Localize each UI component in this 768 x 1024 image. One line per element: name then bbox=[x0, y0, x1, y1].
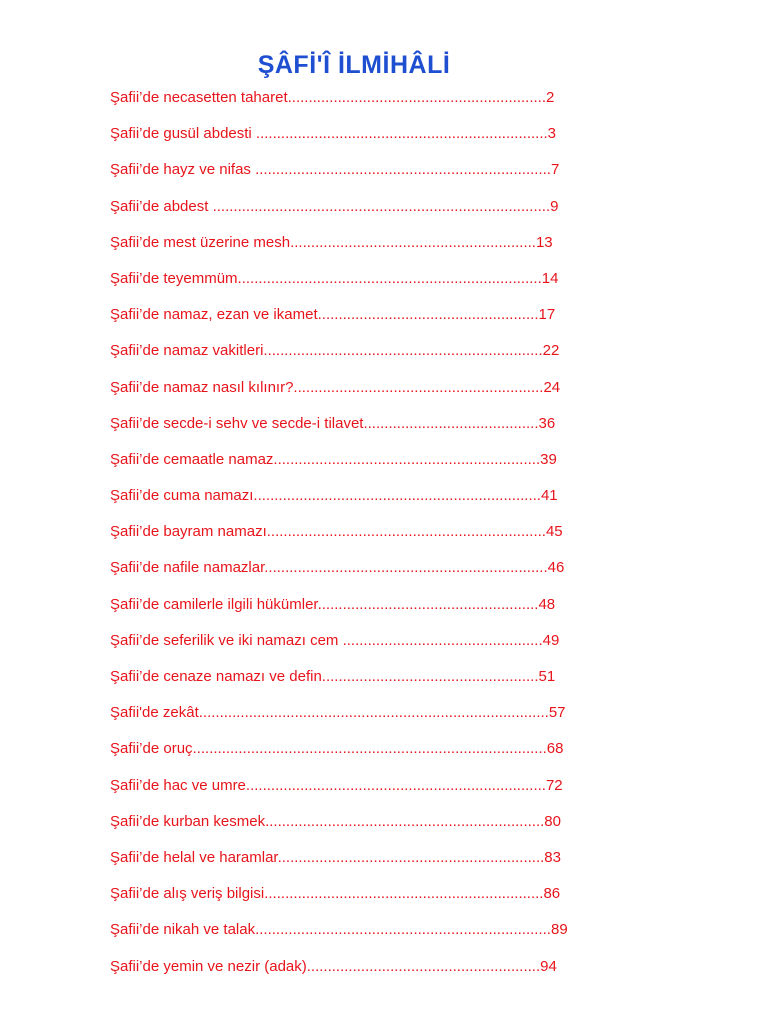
table-of-contents bbox=[110, 88, 670, 993]
toc-entry: Şafii’de yemin ve nezir (adak)........................................................94 bbox=[110, 957, 557, 975]
toc-entry: Şafii’de alış veriş bilgisi...................................................................86 bbox=[110, 885, 561, 903]
toc-entry: Şafii’de kurban kesmek...................................................................80 bbox=[110, 812, 561, 830]
toc-entry: Şafii’de cenaze namazı ve defin....................................................51 bbox=[110, 668, 556, 685]
toc-entry: Şafii’de abdest .................................................................................9 bbox=[110, 197, 559, 215]
toc-entry: Şafii’de teyemmüm.........................................................................14 bbox=[110, 269, 559, 287]
toc-entry: Şafii’de oruç.....................................................................................68 bbox=[110, 740, 564, 758]
toc-entry: Şafii’de nikah ve talak.......................................................................89 bbox=[110, 921, 568, 939]
toc-entry: Şafii’de camilerle ilgili hükümler.....................................................48 bbox=[110, 595, 556, 613]
toc-entry: Şafii’de helal ve haramlar................................................................83 bbox=[110, 848, 561, 866]
toc-entry: Şafii’de nafile namazlar....................................................................46 bbox=[110, 559, 565, 577]
toc-entry: Şafii’de cemaatle namaz................................................................39 bbox=[110, 450, 557, 468]
toc-entry: Şafii’de cuma namazı.....................................................................41 bbox=[110, 487, 558, 505]
toc-entry: Şafii’de namaz vakitleri...................................................................22 bbox=[110, 342, 560, 360]
toc-entry: Şafii’de necasetten taharet..............................................................2 bbox=[110, 89, 555, 106]
toc-entry: Şafii’de namaz nasıl kılınır?............................................................24 bbox=[110, 378, 561, 396]
toc-entry: Şafii’de hac ve umre........................................................................72 bbox=[110, 776, 563, 794]
toc-entry: Şafii’de hayz ve nifas .......................................................................7 bbox=[110, 161, 560, 179]
toc-entry: Şafii’de mest üzerine mesh...........................................................13 bbox=[110, 233, 553, 251]
page-title: ŞÂFİ'Î İLMİHÂLİ bbox=[257, 50, 451, 79]
toc-entry: Şafii’de bayram namazı...................................................................45 bbox=[110, 523, 563, 541]
toc-entry: Şafii’de secde-i sehv ve secde-i tilavet..........................................36 bbox=[110, 414, 556, 432]
toc-entry: Şafii’de gusül abdesti ......................................................................3 bbox=[110, 125, 556, 143]
toc-entry: Şafii’de seferilik ve iki namazı cem ................................................49 bbox=[110, 631, 560, 649]
toc-entry: Şafii’de namaz, ezan ve ikamet.....................................................17 bbox=[110, 306, 556, 324]
toc-entry: Şafii'de zekât....................................................................................57 bbox=[110, 704, 566, 722]
